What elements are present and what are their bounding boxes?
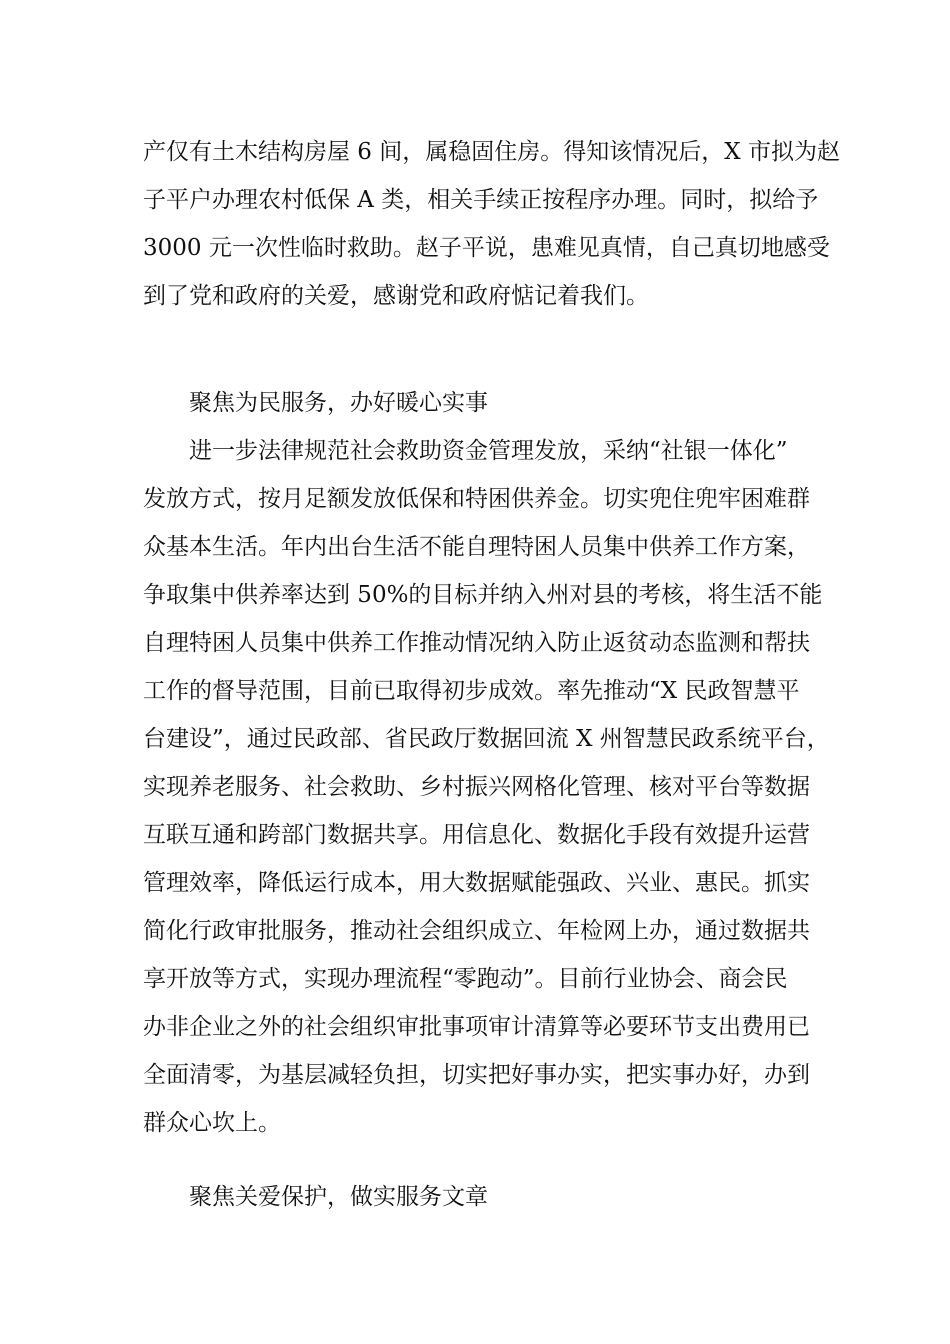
text-line: 管理效率，降低运行成本，用大数据赋能强政、兴业、惠民。抓实 [143,870,810,896]
text-line: 3000 元一次性临时救助。赵子平说，患难见真情，自己真切地感受 [143,235,830,261]
text-line: 简化行政审批服务，推动社会组织成立、年检网上办，通过数据共 [143,918,810,944]
text-line: 自理特困人员集中供养工作推动情况纳入防止返贫动态监测和帮扶 [143,630,810,656]
intro-paragraph [143,128,840,320]
text-line: 全面清零，为基层减轻负担，切实把好事办实，把实事办好，办到 [143,1062,810,1088]
text-line: 实现养老服务、社会救助、乡村振兴网格化管理、核对平台等数据 [143,774,810,800]
text-line: 到了党和政府的关爱，感谢党和政府惦记着我们。 [143,283,649,309]
text-line: 台建设”，通过民政部、省民政厅数据回流 X 州智慧民政系统平台， [143,726,830,752]
text-line: 群众心坎上。 [143,1110,281,1136]
heading-text: 聚焦关爱保护，做实服务文章 [189,1184,488,1210]
text-line: 享开放等方式，实现办理流程“零跑动”。目前行业协会、商会民 [143,966,788,992]
text-line: 产仅有土木结构房屋 6 间，属稳固住房。得知该情况后，X 市拟为赵 [143,139,840,165]
section-heading-service [143,379,823,427]
text-line: 互联互通和跨部门数据共享。用信息化、数据化手段有效提升运营 [143,822,810,848]
main-paragraph [143,427,830,1147]
text-line: 进一步法律规范社会救助资金管理发放，采纳“社银一体化” [189,438,788,464]
text-line: 子平户办理农村低保 A 类，相关手续正按程序办理。同时，拟给予 [143,187,819,213]
text-line: 办非企业之外的社会组织审批事项审计清算等必要环节支出费用已 [143,1014,810,1040]
heading-text: 聚焦为民服务，办好暖心实事 [189,390,488,416]
text-line: 众基本生活。年内出台生活不能自理特困人员集中供养工作方案， [143,534,810,560]
text-line: 工作的督导范围，目前已取得初步成效。率先推动“X 民政智慧平 [143,678,800,704]
text-line: 发放方式，按月足额发放低保和特困供养金。切实兜住兜牢困难群 [143,486,810,512]
text-line: 争取集中供养率达到 50%的目标并纳入州对县的考核，将生活不能 [143,582,823,608]
section-heading-care [143,1173,823,1221]
